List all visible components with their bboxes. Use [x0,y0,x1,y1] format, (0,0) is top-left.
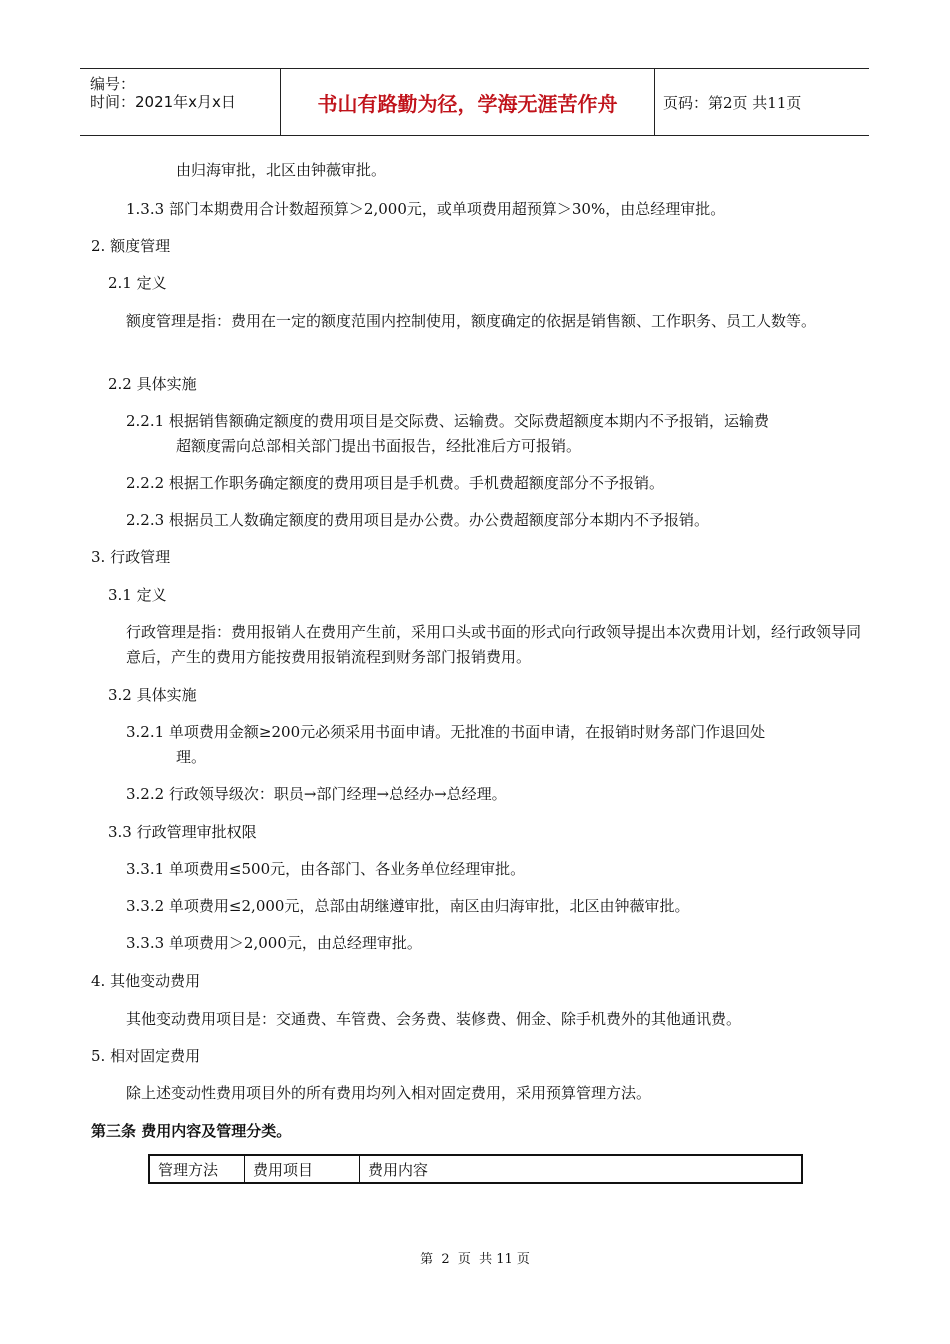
table-header-row [149,1155,802,1183]
clause-3-3-1: 3.3.1 单项费用≤500元，由各部门、各业务单位经理审批。 [126,860,526,878]
clause-3-3-3: 3.3.3 单项费用＞2,000元，由总经理审批。 [126,934,422,952]
page-footer: 第 2 页 共 11 页 [420,1252,530,1267]
table-header-cell: 费用内容 [368,1160,429,1179]
paragraph-2-1: 额度管理是指：费用在一定的额度范围内控制使用，额度确定的依据是销售额、工作职务、员工人数等。 [126,312,817,330]
header-motto: 书山有路勤为径，学海无涯苦作舟 [280,69,655,135]
subsection-heading-2-1: 2.1 定义 [108,274,167,292]
clause-2-2-1-line1: 2.2.1 根据销售额确定额度的费用项目是交际费、运输费。交际费超额度本期内不予报销，运输费 [126,412,769,430]
clause-2-2-2: 2.2.2 根据工作职务确定额度的费用项目是手机费。手机费超额度部分不予报销。 [126,474,664,492]
paragraph-3-1: 行政管理是指：费用报销人在费用产生前，采用口头或书面的形式向行政领导提出本次费用计划，经行政领导同意后，产生的费用方能按费用报销流程到财务部门报销费用。 [126,623,862,666]
section-heading-3: 3. 行政管理 [91,548,171,566]
article-3-heading: 第三条 费用内容及管理分类。 [91,1122,292,1140]
table-header-cell: 管理方法 [149,1155,245,1183]
time-label: 时间：2021年x月x日 [90,93,236,111]
clause-3-2-2: 3.2.2 行政领导级次：职员→部门经理→总经办→总经理。 [126,785,507,803]
paragraph-continued: 由归海审批，北区由钟薇审批。 [176,161,387,179]
clause-1-3-3: 1.3.3 部门本期费用合计数超预算＞2,000元，或单项费用超预算＞30%，由总经理审批。 [126,200,726,218]
section-heading-4: 4. 其他变动费用 [91,972,201,990]
paragraph-5: 除上述变动性费用项目外的所有费用均列入相对固定费用，采用预算管理方法。 [126,1084,652,1102]
clause-3-2-1-line1: 3.2.1 单项费用金额≥200元必须采用书面申请。无批准的书面申请，在报销时财务部门作退回处 [126,723,766,741]
section-heading-5: 5. 相对固定费用 [91,1047,201,1065]
table-header-cell: 费用项目 [245,1155,360,1183]
subsection-heading-3-3: 3.3 行政管理审批权限 [108,823,257,841]
clause-3-3-2: 3.3.2 单项费用≤2,000元，总部由胡继遵审批，南区由归海审批，北区由钟薇审批。 [126,897,690,915]
clause-3-2-1-line2: 理。 [176,748,207,766]
clause-2-2-3: 2.2.3 根据员工人数确定额度的费用项目是办公费。办公费超额度部分本期内不予报销。 [126,511,709,529]
serial-number-label: 编号： [90,75,136,93]
paragraph-4: 其他变动费用项目是：交通费、车管费、会务费、装修费、佣金、除手机费外的其他通讯费。 [126,1010,742,1028]
section-heading-2: 2. 额度管理 [91,237,171,255]
page-header [80,68,869,136]
subsection-heading-3-1: 3.1 定义 [108,586,167,604]
header-page-info: 页码：第2页 共11页 [663,93,802,112]
subsection-heading-2-2: 2.2 具体实施 [108,375,197,393]
subsection-heading-3-2: 3.2 具体实施 [108,686,197,704]
clause-2-2-1-line2: 超额度需向总部相关部门提出书面报告，经批准后方可报销。 [176,437,582,455]
expense-category-table [148,1154,803,1184]
header-meta [80,69,280,135]
